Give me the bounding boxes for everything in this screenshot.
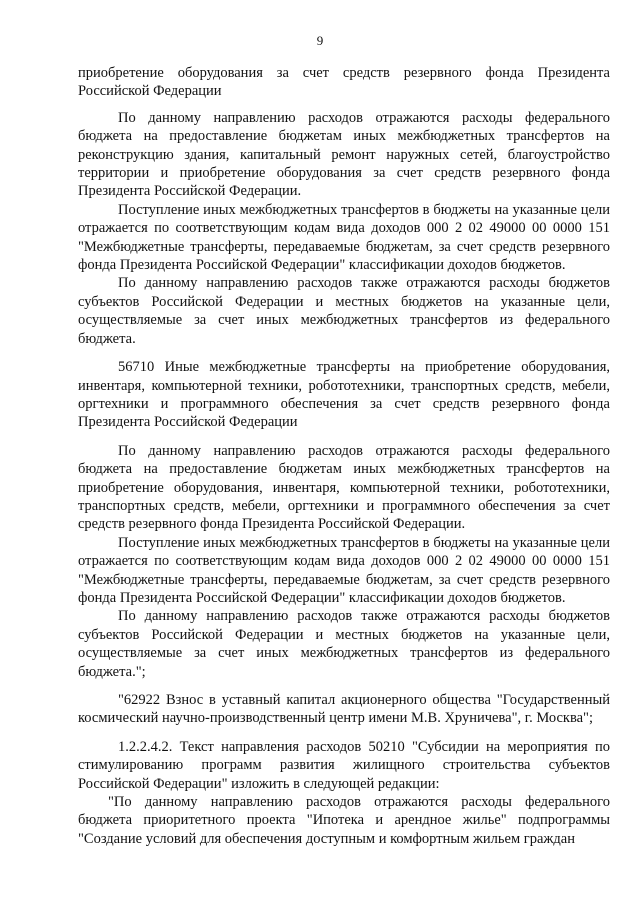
paragraph: По данному направлению расходов отражаются расходы федерального бюджета на предоставление бюджетам иных межбюджетных трансфертов на реконструкцию здания, капитальный ремонт наружных сетей, благоустройство территории и приобретение оборудования за счет средств резервного фонда Президента Российской Федерации. <box>78 109 610 200</box>
paragraph: По данному направлению расходов также отражаются расходы бюджетов субъектов Российской Федерации и местных бюджетов на указанные цели, осуществляемые за счет иных межбюджетных трансфертов из федерального бюджета. <box>78 275 610 347</box>
paragraph: Поступление иных межбюджетных трансфертов в бюджеты на указанные цели отражается по соответствующим кодам вида доходов 000 2 02 49000 00 0000 151 "Межбюджетные трансферты, передаваемые бюджетам, за счет средств резервного фонда Президента Российской Федерации" классификации доходов бюджетов. <box>78 534 610 606</box>
paragraph: "По данному направлению расходов отражаются расходы федерального бюджета приоритетного проекта "Ипотека и арендное жилье" подпрограммы "Создание условий для обеспечения доступным и комфортным жильем граждан <box>78 794 610 847</box>
paragraph: 1.2.2.4.2. Текст направления расходов 50210 "Субсидии на мероприятия по стимулированию программ развития жилищного строительства субъектов Российской Федерации" изложить в следующей редакции: <box>78 738 610 792</box>
paragraph: Поступление иных межбюджетных трансфертов в бюджеты на указанные цели отражается по соответствующим кодам вида доходов 000 2 02 49000 00 0000 151 "Межбюджетные трансферты, передаваемые бюджетам, за счет средств резервного фонда Президента Российской Федерации" классификации доходов бюджетов. <box>78 201 610 274</box>
paragraph-continuation: приобретение оборудования за счет средств резервного фонда Президента Российской Федерации <box>78 65 610 100</box>
page-number: 9 <box>316 33 324 48</box>
document-body <box>78 64 610 848</box>
section-heading: 56710 Иные межбюджетные трансферты на приобретение оборудования, инвентаря, компьютерной техники, робототехники, транспортных средств, мебели, оргтехники и программного обеспечения за счет средств резервного фонда Президента Российской Федерации <box>78 359 610 431</box>
section-heading: "62922 Взнос в уставный капитал акционерного общества "Государственный космический научно-производственный центр имени М.В. Хруничева", г. Москва"; <box>78 692 610 727</box>
paragraph: По данному направлению расходов отражаются расходы федерального бюджета на предоставление бюджетам иных межбюджетных трансфертов на приобретение оборудования, инвентаря, компьютерной техники, робототехники, транспортных средств, мебели, оргтехники и программного обеспечения за счет средств резервного фонда Президента Российской Федерации. <box>78 442 610 533</box>
paragraph: По данному направлению расходов также отражаются расходы бюджетов субъектов Российской Федерации и местных бюджетов на указанные цели, осуществляемые за счет иных межбюджетных трансфертов из федерального бюджета."; <box>78 608 610 680</box>
